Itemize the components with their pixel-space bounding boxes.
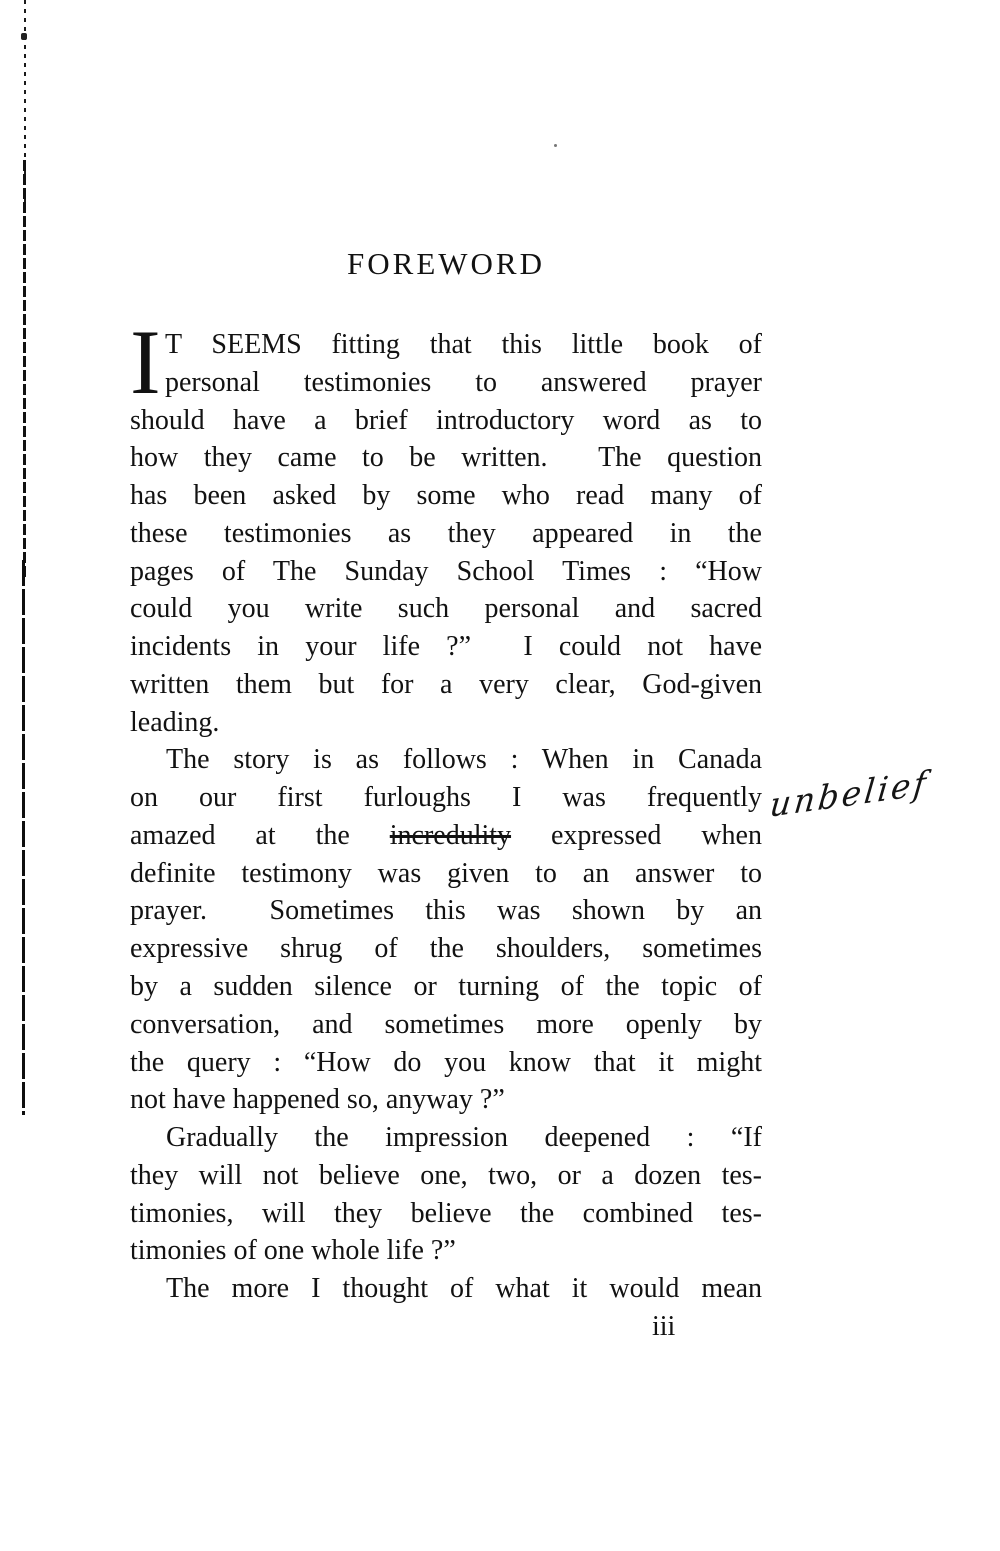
text-line: [130, 515, 762, 553]
text-segment: incidents in your life ?” I could not have: [130, 631, 762, 663]
text-segment: personal testimonies to answered prayer: [165, 366, 762, 398]
text-line: [130, 477, 762, 515]
text-segment: written them but for a very clear, God-given: [130, 668, 762, 700]
text-body: [130, 311, 762, 1308]
ink-dot: [554, 144, 557, 147]
paragraph: [130, 741, 762, 1119]
text-line: [130, 1006, 762, 1044]
text-segment: timonies, will they believe the combined tes-: [130, 1197, 762, 1229]
text-segment: Gradually the impression deepened : “If: [166, 1122, 762, 1154]
text-segment: should have a brief introductory word as to: [130, 404, 762, 436]
text-segment: prayer. Sometimes this was shown by an: [130, 895, 762, 927]
paragraph: [130, 1270, 762, 1308]
text-line: [130, 892, 762, 930]
text-line: [130, 1081, 762, 1119]
page-title: FOREWORD: [347, 246, 545, 281]
text-segment: not have happened so, anyway ?”: [130, 1084, 505, 1116]
text-segment: timonies of one whole life ?”: [130, 1235, 456, 1267]
text-line: [130, 779, 762, 817]
text-segment: by a sudden silence or turning of the topic of: [130, 971, 762, 1003]
struck-word: incredulity: [389, 819, 512, 851]
text-block: [130, 246, 762, 1346]
text-line: [130, 1157, 762, 1195]
text-line: [130, 1195, 762, 1233]
text-line: [130, 855, 762, 893]
text-segment: conversation, and sometimes more openly by: [130, 1008, 762, 1040]
text-line: [130, 741, 762, 779]
text-segment: expressive shrug of the shoulders, sometimes: [130, 933, 762, 965]
text-line: [130, 364, 762, 402]
paragraph: [130, 311, 762, 741]
scan-edge-artifact: [22, 560, 25, 1115]
text-line: [130, 666, 762, 704]
text-line: [130, 1119, 762, 1157]
text-line: [130, 326, 762, 364]
text-segment: expressed when: [511, 819, 762, 851]
text-segment: could you write such personal and sacred: [130, 593, 762, 625]
text-segment: The more I thought of what it would mean: [166, 1273, 762, 1305]
scan-edge-artifact: [23, 160, 26, 580]
text-line: [130, 1270, 762, 1308]
text-line: [130, 968, 762, 1006]
text-line: [130, 1044, 762, 1082]
text-segment: The story is as follows : When in Canada: [166, 744, 762, 776]
text-segment: T SEEMS fitting that this little book of: [165, 329, 762, 360]
text-segment: on our first furloughs I was frequently: [130, 782, 762, 814]
text-line: [130, 439, 762, 477]
text-segment: has been asked by some who read many of: [130, 480, 762, 512]
text-segment: leading.: [130, 706, 220, 738]
text-line: [130, 402, 762, 440]
text-segment: these testimonies as they appeared in the: [130, 517, 762, 549]
text-segment: how they came to be written. The question: [130, 442, 762, 474]
drop-cap: I: [130, 311, 161, 413]
handwritten-annotation: unbelief: [768, 762, 931, 825]
text-line: [130, 553, 762, 591]
text-line: [130, 817, 762, 855]
text-line: [130, 1232, 762, 1270]
paragraph: [130, 1119, 762, 1270]
text-line: [130, 930, 762, 968]
text-segment: definite testimony was given to an answer to: [130, 857, 762, 889]
text-segment: amazed at the: [130, 819, 390, 851]
text-segment: pages of The Sunday School Times : “How: [130, 555, 762, 587]
text-segment: the query : “How do you know that it might: [130, 1046, 762, 1078]
text-line: [130, 704, 762, 742]
ink-speck: [21, 33, 27, 40]
text-segment: they will not believe one, two, or a dozen tes-: [130, 1159, 762, 1191]
page-number: iii: [652, 1310, 676, 1342]
text-line: [130, 590, 762, 628]
text-line: [130, 628, 762, 666]
